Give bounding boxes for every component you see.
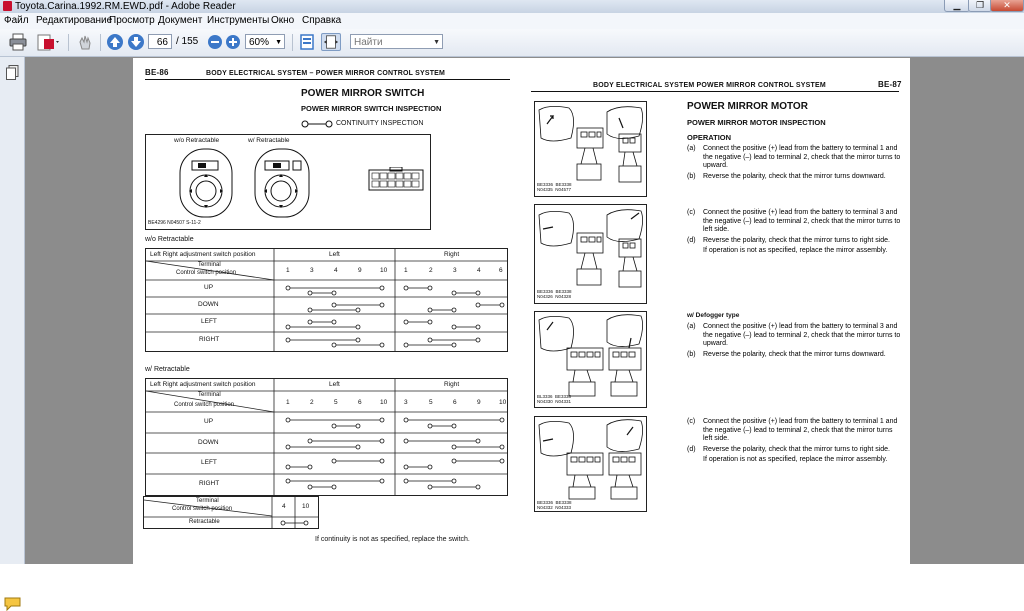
step-key: (b) bbox=[687, 172, 696, 180]
menu-tools[interactable]: Инструменты bbox=[207, 15, 270, 26]
step-text: Connect the positive (+) lead from the battery to terminal 3 and the negative (–) lead to terminal 2, check that the mirror turns to upward. bbox=[703, 323, 901, 347]
left-page-header: BODY ELECTRICAL SYSTEM – POWER MIRROR CONTROL SYSTEM bbox=[206, 70, 446, 77]
t1-row-left: LEFT bbox=[201, 318, 217, 325]
chevron-down-icon: ▼ bbox=[275, 39, 282, 46]
right-title: POWER MIRROR MOTOR bbox=[687, 101, 808, 112]
t2-row-up: UP bbox=[204, 418, 214, 425]
menu-view[interactable]: Просмотр bbox=[109, 15, 155, 26]
note-b bbox=[687, 247, 901, 256]
t1-row-right: RIGHT bbox=[199, 336, 220, 343]
menu-file[interactable]: Файл bbox=[4, 15, 29, 26]
right-page-id: BE-87 bbox=[878, 80, 902, 89]
switch-wo-retractable-drawing bbox=[176, 147, 236, 219]
comments-icon[interactable] bbox=[4, 597, 21, 611]
fit-width-icon[interactable] bbox=[321, 33, 341, 51]
step-text: Connect the positive (+) lead from the battery to terminal 1 and the negative (–) lead to terminal 2, check that the mirror turns to upward. bbox=[703, 145, 901, 169]
step-text: Reverse the polarity, check that the mirror turns downward. bbox=[703, 172, 886, 180]
switch-fig-codes: BE4296 N04507 S-11-2 bbox=[148, 220, 201, 226]
retractable-table-grid bbox=[144, 497, 318, 528]
left-subtitle: POWER MIRROR SWITCH INSPECTION bbox=[301, 104, 442, 113]
continuity-table-wo-retractable bbox=[145, 248, 508, 352]
step-key: (c) bbox=[687, 418, 696, 425]
note-text: If operation is not as specified, replace the mirror assembly. bbox=[703, 247, 888, 254]
left-header-rule bbox=[145, 79, 510, 80]
hand-tool-icon[interactable] bbox=[76, 33, 94, 51]
table1-caption: w/o Retractable bbox=[145, 236, 194, 243]
t1-term-1: 3 bbox=[310, 267, 314, 274]
right-header-rule bbox=[531, 91, 899, 92]
zoom-in-icon[interactable] bbox=[225, 33, 241, 51]
t1-term-2: 4 bbox=[334, 267, 338, 274]
create-pdf-icon[interactable] bbox=[36, 33, 62, 51]
switch-figure bbox=[145, 134, 431, 230]
page-total: / 155 bbox=[176, 36, 199, 47]
table1-terminal-label: Terminal bbox=[198, 262, 221, 268]
step-a-item bbox=[687, 145, 901, 171]
step-key: (d) bbox=[687, 236, 696, 244]
search-dropdown-icon[interactable]: ▼ bbox=[433, 39, 440, 46]
menu-window[interactable]: Окно bbox=[271, 15, 295, 26]
step-text: Connect the positive (+) lead from the battery to terminal 3 and the negative (–) lead to terminal 2, check that the mirror turns to left side. bbox=[703, 209, 901, 233]
small-row-retractable: Retractable bbox=[189, 519, 220, 525]
steps-group-c bbox=[687, 323, 901, 359]
t1-term-5: 1 bbox=[404, 267, 408, 274]
step-c-item bbox=[687, 418, 901, 444]
table2-left-header: Left bbox=[329, 381, 340, 388]
motor-diagram-1 bbox=[534, 101, 647, 197]
step-c-item bbox=[687, 209, 901, 235]
table2-control-label: Control switch position bbox=[174, 402, 235, 408]
step-text: Reverse the polarity, check that the mirror turns to right side. bbox=[703, 236, 891, 244]
retractable-table bbox=[143, 496, 319, 529]
step-key: (b) bbox=[687, 350, 696, 358]
left-title: POWER MIRROR SWITCH bbox=[301, 88, 425, 99]
maximize-button[interactable]: ❐ bbox=[968, 0, 992, 12]
t2-term-5: 3 bbox=[404, 399, 408, 406]
t2-row-right: RIGHT bbox=[199, 480, 220, 487]
t2-term-1: 2 bbox=[310, 399, 314, 406]
menu-help[interactable]: Справка bbox=[302, 15, 342, 26]
motor-diagram-4-codes: BE3336 BE3338 N04332 N04333 bbox=[537, 500, 572, 510]
step-text: Connect the positive (+) lead from the battery to terminal 1 and the negative (–) lead to terminal 2, check that the mirror turns left side. bbox=[703, 418, 898, 442]
continuity-symbol-icon bbox=[301, 120, 333, 128]
defogger-heading: w/ Defogger type bbox=[687, 312, 740, 319]
t1-term-4: 10 bbox=[380, 267, 388, 274]
note-text: If operation is not as specified, replace the mirror assembly. bbox=[703, 456, 888, 463]
table1-right-header: Right bbox=[444, 251, 460, 258]
next-page-icon[interactable] bbox=[127, 33, 145, 51]
zoom-value: 60% bbox=[249, 37, 270, 48]
step-a-item bbox=[687, 323, 901, 349]
minimize-button[interactable]: ▁ bbox=[944, 0, 970, 12]
title-bar bbox=[0, 0, 1024, 14]
motor-diagram-4-drawing bbox=[535, 417, 646, 501]
motor-diagram-3-codes: BL3336 BE3338 N04330 N04331 bbox=[537, 394, 572, 404]
fig-label-wo-retractable: w/o Retractable bbox=[174, 137, 220, 144]
t2-term-6: 5 bbox=[429, 399, 433, 406]
steps-group-a bbox=[687, 145, 901, 181]
t1-term-3: 9 bbox=[358, 267, 362, 274]
t1-row-down: DOWN bbox=[198, 301, 219, 308]
steps-group-d bbox=[687, 418, 901, 465]
switch-connector-drawing bbox=[368, 167, 424, 193]
motor-diagram-3-drawing bbox=[535, 312, 646, 398]
t2-term-0: 1 bbox=[286, 399, 290, 406]
toolbar bbox=[0, 29, 1024, 57]
switch-w-retractable-drawing bbox=[251, 147, 313, 219]
t1-term-0: 1 bbox=[286, 267, 290, 274]
window-title: Toyota.Carina.1992.RM.EWD.pdf - Adobe Reader bbox=[15, 1, 236, 12]
note-d bbox=[687, 456, 901, 465]
step-b-item bbox=[687, 173, 901, 182]
t2-term-8: 9 bbox=[477, 399, 481, 406]
t1-row-up: UP bbox=[204, 284, 214, 291]
document-page bbox=[133, 58, 910, 564]
table2-terminal-label: Terminal bbox=[198, 392, 221, 398]
motor-diagram-2 bbox=[534, 204, 647, 304]
menu-document[interactable]: Документ bbox=[158, 15, 203, 26]
motor-diagram-1-drawing bbox=[535, 102, 646, 188]
motor-diagram-3 bbox=[534, 311, 647, 408]
table2-right-header: Right bbox=[444, 381, 460, 388]
table1-left-header: Left bbox=[329, 251, 340, 258]
small-term-0: 4 bbox=[282, 503, 286, 510]
step-text: Reverse the polarity, check that the mirror turns to right side. bbox=[703, 445, 891, 453]
search-input[interactable] bbox=[350, 34, 443, 49]
t1-term-6: 2 bbox=[429, 267, 433, 274]
fig-label-w-retractable: w/ Retractable bbox=[248, 137, 290, 144]
motor-diagram-4 bbox=[534, 416, 647, 512]
previous-page-icon[interactable] bbox=[106, 33, 124, 51]
step-d-item bbox=[687, 237, 901, 246]
right-subtitle: POWER MIRROR MOTOR INSPECTION bbox=[687, 118, 826, 127]
t2-term-9: 10 bbox=[499, 399, 507, 406]
adobe-reader-icon bbox=[3, 1, 12, 11]
step-key: (a) bbox=[687, 145, 696, 152]
t2-term-7: 6 bbox=[453, 399, 457, 406]
search-placeholder: Найти bbox=[354, 37, 383, 48]
t2-row-down: DOWN bbox=[198, 439, 219, 446]
right-page-header: BODY ELECTRICAL SYSTEM POWER MIRROR CONTROL SYSTEM bbox=[593, 82, 826, 89]
t2-term-2: 5 bbox=[334, 399, 338, 406]
left-page-id: BE-86 bbox=[145, 68, 169, 77]
table1-control-label: Control switch position bbox=[176, 270, 237, 276]
zoom-out-icon[interactable] bbox=[207, 33, 223, 51]
menu-edit[interactable]: Редактирование bbox=[36, 15, 113, 26]
t2-row-left: LEFT bbox=[201, 459, 217, 466]
left-page-footer: If continuity is not as specified, replace the switch. bbox=[315, 536, 470, 543]
close-button[interactable]: ✕ bbox=[990, 0, 1024, 12]
step-d-item bbox=[687, 446, 901, 455]
t2-term-4: 10 bbox=[380, 399, 388, 406]
navigation-pane bbox=[0, 57, 25, 564]
motor-diagram-2-codes: BE3336 BE3338 N04326 N04328 bbox=[537, 289, 572, 299]
table1-col-header: Left Right adjustment switch position bbox=[150, 251, 256, 258]
menu-bar bbox=[0, 13, 1024, 30]
small-terminal-label: Terminal bbox=[196, 498, 219, 504]
small-term-1: 10 bbox=[302, 503, 310, 510]
step-key: (c) bbox=[687, 209, 696, 216]
pages-panel-icon[interactable] bbox=[6, 65, 19, 80]
operation-heading: OPERATION bbox=[687, 133, 732, 142]
table2-continuity-marks bbox=[274, 412, 507, 495]
step-b-item bbox=[687, 351, 901, 360]
t2-term-3: 6 bbox=[358, 399, 362, 406]
motor-diagram-2-drawing bbox=[535, 205, 646, 295]
zoom-select[interactable] bbox=[245, 34, 285, 49]
page-number-input[interactable]: 66 bbox=[148, 34, 172, 49]
step-key: (d) bbox=[687, 445, 696, 453]
step-text: Reverse the polarity, check that the mirror turns downward. bbox=[703, 350, 886, 358]
t1-term-8: 4 bbox=[477, 267, 481, 274]
steps-group-b bbox=[687, 209, 901, 256]
table2-caption: w/ Retractable bbox=[145, 366, 190, 373]
motor-diagram-1-codes: BE3336 BE3338 N04335 N04577 bbox=[537, 182, 572, 192]
continuity-table-w-retractable bbox=[145, 378, 508, 496]
print-icon[interactable] bbox=[8, 33, 28, 51]
table2-col-header: Left Right adjustment switch position bbox=[150, 381, 256, 388]
t1-term-9: 6 bbox=[499, 267, 503, 274]
small-control-label: Control switch position bbox=[172, 506, 233, 512]
fit-page-icon[interactable] bbox=[298, 33, 316, 51]
t1-term-7: 3 bbox=[453, 267, 457, 274]
continuity-legend: CONTINUITY INSPECTION bbox=[336, 120, 424, 127]
step-key: (a) bbox=[687, 323, 696, 330]
table1-continuity-marks bbox=[274, 280, 507, 351]
